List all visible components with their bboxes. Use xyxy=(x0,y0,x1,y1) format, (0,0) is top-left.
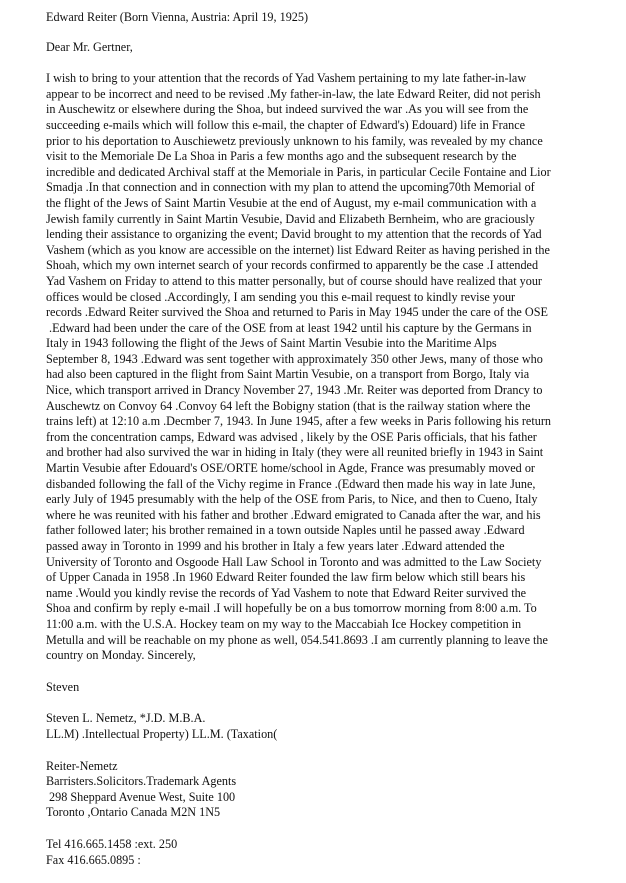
signoff-name: Steven xyxy=(46,679,80,694)
body-line: had also been captured in the flight from Saint Martin Vesubie, on a transport from Borgo, Italy via xyxy=(46,367,530,382)
body-line: records .Edward Reiter survived the Shoa and returned to Paris in May 1945 under the care of the OSE xyxy=(46,305,548,320)
body-line: Shoa and confirm by reply e-mail .I will hopefully be on a bus tomorrow morning from 8:00 a.m. To xyxy=(46,601,537,616)
body-line: Martin Vesubie after Edouard's OSE/ORTE home/school in Agde, France was presumably moved or xyxy=(46,461,535,476)
body-line: father followed later; his brother remained in a town outside Naples until he passed away .Edward xyxy=(46,523,525,538)
salutation: Dear Mr. Gertner, xyxy=(46,39,133,54)
body-line: Auschewtz on Convoy 64 .Convoy 64 left the Bobigny station (that is the railway station where the xyxy=(46,398,531,413)
body-line: in Auschewitz or elsewhere during the Shoa, but indeed survived the war .As you will see from the xyxy=(46,102,529,117)
body-line: prior to his deportation to Auschiewetz previously unknown to his family, was revealed by my chance xyxy=(46,133,543,148)
body-line: passed away in Toronto in 1999 and his brother in Italy a few years later .Edward attended the xyxy=(46,539,505,553)
telephone: Tel 416.665.1458 :ext. 250 xyxy=(46,836,178,851)
body-line: appear to be incorrect and need to be revised .My father-in-law, the late Edward Reiter, did not perish xyxy=(46,86,541,101)
body-line: Smadja .In that connection and in connection with my plan to attend the upcoming70th Memorial of xyxy=(46,180,535,195)
body-line: Nice, which transport arrived in Drancy November 27, 1943 .Mr. Reiter was deported from Drancy to xyxy=(46,383,543,398)
body-line: lending their assistance to organizing the event; David brought to my attention that the records of Yad xyxy=(46,227,542,242)
body-line: country on Monday. Sincerely, xyxy=(46,648,196,663)
firm-city: Toronto ,Ontario Canada M2N 1N5 xyxy=(46,805,221,820)
signature-credentials xyxy=(46,711,616,742)
body-line: succeeding e-mails which will follow this e-mail, the chapter of Edward's) Edouard) life in France xyxy=(46,117,526,132)
firm-street: 298 Sheppard Avenue West, Suite 100 xyxy=(46,789,236,804)
firm-address xyxy=(46,759,616,821)
body-line: Italy in 1943 following the flight of the Jews of Saint Martin Vesubie into the Maritime Alps xyxy=(46,336,497,351)
body-line: disbanded following the fall of the Vichy regime in France .(Edward then made his way in late June, xyxy=(46,476,536,491)
body-line: early July of 1945 presumably with the help of the OSE from Paris, to Nice, and then to Cueno, Italy xyxy=(46,492,538,507)
fax: Fax 416.665.0895 : xyxy=(46,852,141,867)
body-line: where he was reunited with his father and brother .Edward emigrated to Canada after the war, and his xyxy=(46,507,541,522)
body-line: 11:00 a.m. with the U.S.A. Hockey team on my way to the Maccabiah Ice Hockey competition in xyxy=(46,616,522,631)
firm-description: Barristers.Solicitors.Trademark Agents xyxy=(46,774,237,789)
body-line: offices would be closed .Accordingly, I am sending you this e-mail request to kindly revise your xyxy=(46,289,516,304)
body-line: University of Toronto and Osgoode Hall Law School in Toronto and was admitted to the Law Society xyxy=(46,554,542,569)
firm-name: Reiter-Nemetz xyxy=(46,758,118,773)
body-line: trains left) at 12:10 a.m .Decmber 7, 1943. In June 1945, after a few weeks in Paris following his return xyxy=(46,414,551,429)
letter-header: Edward Reiter (Born Vienna, Austria: April 19, 1925) xyxy=(46,10,309,24)
body-line: Metulla and will be reachable on my phone as well, 054.541.8693 .I am currently planning to leave the xyxy=(46,632,548,647)
body-line: incredible and dedicated Archival staff at the Memoriale in Paris, in particular Cecile Fontaine and Lior xyxy=(46,164,551,179)
body-line: visit to the Memoriale De La Shoa in Paris a few months ago and the subsequent research by the xyxy=(46,149,517,164)
signoff xyxy=(46,680,616,696)
body-line: Yad Vashem on Friday to attend to this matter personally, but of course should have realized that your xyxy=(46,273,542,288)
email-letter xyxy=(46,10,616,868)
body-line: from the concentration camps, Edward was advised , likely by the OSE Paris officials, that his father xyxy=(46,429,537,444)
body-line: name .Would you kindly revise the records of Yad Vashem to note that Edward Reiter survived the xyxy=(46,585,527,600)
body-line: I wish to bring to your attention that the records of Yad Vashem pertaining to my late father-in-law xyxy=(46,71,527,86)
body-line: .Edward had been under the care of the OSE from at least 1942 until his capture by the Germans in xyxy=(46,320,532,335)
credential-line: LL.M) .Intellectual Property) LL.M. (Taxation( xyxy=(46,726,278,741)
credential-line: Steven L. Nemetz, *J.D. M.B.A. xyxy=(46,711,206,726)
body-line: of Upper Canada in 1958 .In 1960 Edward Reiter founded the law firm below which still bears his xyxy=(46,570,526,585)
letter-body xyxy=(46,71,616,664)
body-line: the flight of the Jews of Saint Martin Vesubie at the end of August, my e-mail communication with a xyxy=(46,195,537,210)
body-line: Shoah, which my own internet search of your records confirmed to apparently be the case .I attended xyxy=(46,258,539,273)
contact-info xyxy=(46,837,616,868)
body-line: Jewish family currently in Saint Martin Vesubie, David and Elizabeth Bernheim, who are graciously xyxy=(46,211,535,226)
body-line: Vashem (which as you know are accessible on the internet) list Edward Reiter as having perished in the xyxy=(46,242,550,257)
body-line: September 8, 1943 .Edward was sent together with approximately 350 other Jews, many of those who xyxy=(46,351,543,366)
body-line: and brother had also survived the war in hiding in Italy (they were all reunited briefly in 1943 in Saint xyxy=(46,445,544,460)
